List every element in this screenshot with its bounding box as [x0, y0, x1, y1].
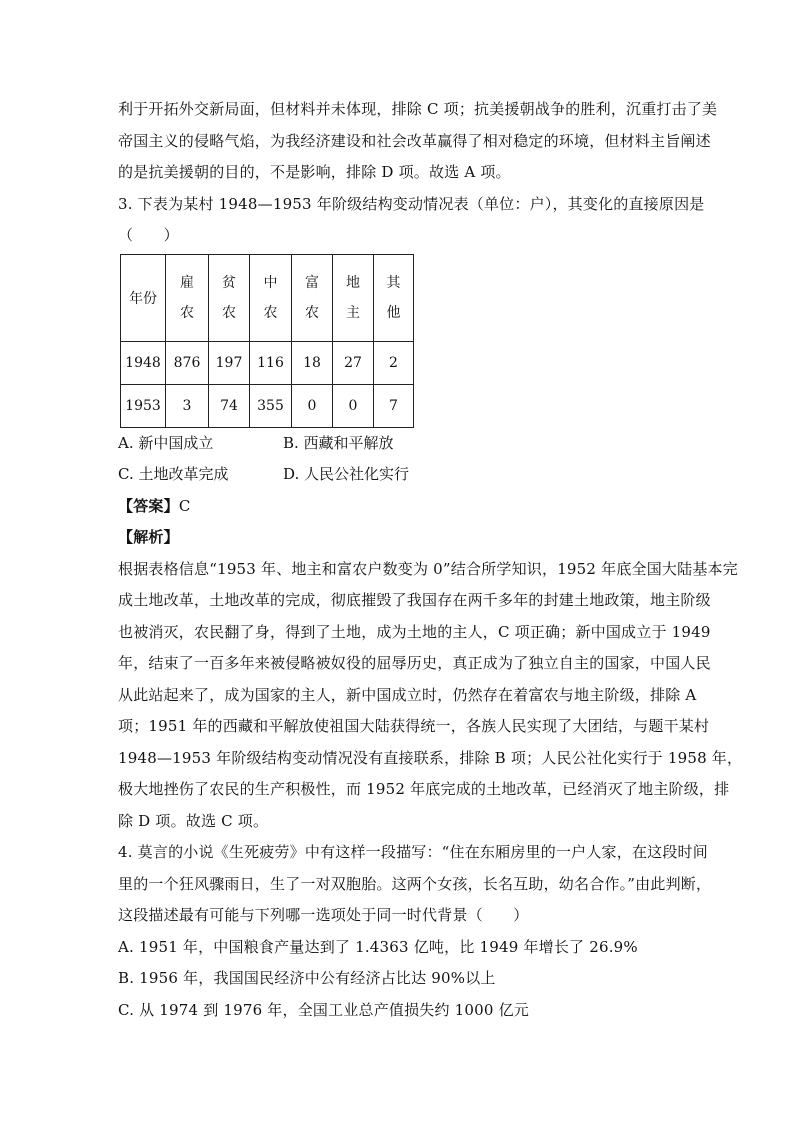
option-c: C. 从 1974 到 1976 年，全国工业总产值损失约 1000 亿元 — [118, 1000, 530, 1019]
table-cell: 7 — [374, 384, 414, 427]
option-b: B. 西藏和平解放 — [283, 433, 394, 452]
question-stem: 里的一个狂风骤雨日，生了一对双胞胎。这两个女孩，长名互助，幼名合作。”由此判断， — [118, 874, 712, 893]
header-cell: 地 主 — [333, 254, 374, 341]
header-cell-year: 年份 — [121, 254, 166, 341]
text-line: 利于开拓外交新局面，但材料并未体现，排除 C 项；抗美援朝战争的胜利，沉重打击了美 — [118, 100, 718, 118]
table-cell: 1953 — [121, 384, 166, 427]
analysis-label: 【解析】 — [118, 528, 179, 546]
table-cell: 74 — [209, 384, 250, 427]
option-row — [118, 428, 678, 460]
text-line: 根据表格信息“1953 年、地主和富农户数变为 0”结合所学知识，1952 年底全国大陆基本完 — [118, 559, 738, 578]
text-line: 极大地挫伤了农民的生产积极性，而 1952 年底完成的土地改革，已经消灭了地主阶级，排 — [118, 780, 730, 798]
answer-parentheses: （ ） — [118, 226, 179, 244]
text-line: 从此站起来了，成为国家的主人，新中国成立时，仍然存在着富农与地主阶级，排除 A — [118, 685, 697, 704]
question-3 — [118, 189, 743, 838]
option-b: B. 1956 年，我国国民经济中公有经济占比达 90%以上 — [118, 969, 496, 987]
question-stem: 这段描述最有可能与下列哪一选项处于同一时代背景（ ） — [118, 906, 529, 924]
header-cell: 贫 农 — [209, 254, 250, 341]
table-cell: 27 — [333, 341, 374, 384]
table-cell: 116 — [250, 341, 292, 384]
class-structure-table — [120, 254, 414, 428]
table-cell: 0 — [292, 384, 333, 427]
option-d: D. 人民公社化实行 — [283, 465, 410, 483]
text-line: 成土地改革，土地改革的完成，彻底摧毁了我国存在两千多年的封建土地政策，地主阶级 — [118, 591, 711, 609]
text-line: 也被消灭，农民翻了身，得到了土地，成为土地的主人，C 项正确；新中国成立于 1949 — [118, 622, 711, 641]
text-line: 除 D 项。故选 C 项。 — [118, 811, 269, 830]
text-line: 帝国主义的侵略气焰，为我经济建设和社会改革赢得了相对稳定的环境，但材料主旨阐述 — [118, 131, 711, 150]
text-line: 项；1951 年的西藏和平解放使祖国大陆获得统一，各族人民实现了大团结，与题干某村 — [118, 717, 710, 735]
answer-value: C — [178, 496, 191, 515]
table-cell: 876 — [166, 341, 209, 384]
answer-line — [118, 491, 678, 523]
table-cell: 1948 — [121, 341, 166, 384]
table-header-row — [121, 254, 414, 341]
header-cell: 中 农 — [250, 254, 292, 341]
table-cell: 3 — [166, 384, 209, 427]
question-stem: 4. 莫言的小说《生死疲劳》中有这样一段描写：“住在东厢房里的一户人家，在这段时间 — [118, 843, 708, 861]
option-c: C. 土地改革完成 — [118, 465, 229, 483]
question-stem: 3. 下表为某村 1948—1953 年阶级结构变动情况表（单位：户），其变化的直接原因是 — [118, 194, 705, 213]
option-row — [118, 459, 678, 491]
document-page — [118, 94, 743, 1026]
header-cell: 富 农 — [292, 254, 333, 341]
question-4 — [118, 837, 712, 1026]
header-cell: 其 他 — [374, 254, 414, 341]
header-cell: 雇 农 — [166, 254, 209, 341]
table-cell: 18 — [292, 341, 333, 384]
table-cell: 0 — [333, 384, 374, 427]
table-cell: 355 — [250, 384, 292, 427]
text-line: 1948—1953 年阶级结构变动情况没有直接联系，排除 B 项；人民公社化实行于 1958 年， — [118, 748, 743, 767]
table-cell: 2 — [374, 341, 414, 384]
text-line: 年，结束了一百多年来被侵略被奴役的屈辱历史，真正成为了独立自主的国家，中国人民 — [118, 654, 711, 672]
analysis-body — [118, 554, 743, 838]
previous-analysis — [118, 94, 718, 189]
table-row — [121, 341, 414, 384]
table-row — [121, 384, 414, 427]
option-a: A. 1951 年，中国粮食产量达到了 1.4363 亿吨，比 1949 年增长了 26.9% — [118, 937, 638, 956]
option-a: A. 新中国成立 — [118, 433, 214, 452]
table-cell: 197 — [209, 341, 250, 384]
text-line: 的是抗美援朝的目的，不是影响，排除 D 项。故选 A 项。 — [118, 163, 511, 181]
answer-label: 【答案】 — [118, 496, 179, 515]
